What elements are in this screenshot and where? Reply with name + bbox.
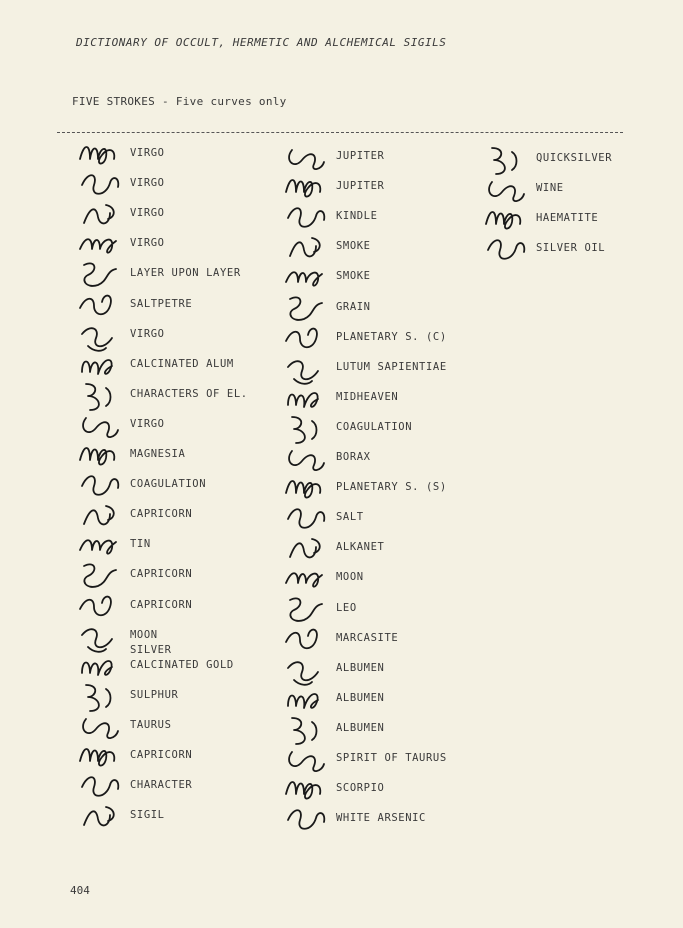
sigil-label: CAPRICORN <box>130 568 193 581</box>
sigil-label: VIRGO <box>130 417 165 430</box>
sigil-label: QUICKSILVER <box>536 152 613 164</box>
sigil-label: SMOKE <box>336 270 371 283</box>
sigil-label: MIDHEAVEN <box>336 390 399 403</box>
sigil-label: MOON SILVER <box>130 628 172 656</box>
sigil-label: CHARACTER <box>130 779 193 792</box>
sigil-label: HAEMATITE <box>536 212 599 224</box>
sigil-label: COAGULATION <box>130 478 207 491</box>
sigil-label: LAYER UPON LAYER <box>130 267 241 280</box>
sigil-label: BORAX <box>336 451 371 463</box>
sigil-label: PLANETARY S. (S) <box>336 481 447 494</box>
sigil-label: SULPHUR <box>130 688 179 701</box>
sigil-label: MOON <box>336 571 364 584</box>
sigil-label: SIGIL <box>130 809 165 822</box>
sigil-label: SALT <box>336 511 364 524</box>
sigil-label: SILVER OIL <box>536 242 606 254</box>
sigil-label: VIRGO <box>130 237 165 250</box>
sigil-label: ALBUMEN <box>336 691 385 704</box>
sigil-label: LUTUM SAPIENTIAE <box>336 360 447 373</box>
sigil-label: SPIRIT OF TAURUS <box>336 752 447 764</box>
sigil-label: JUPITER <box>336 180 385 193</box>
sigil-label: ALKANET <box>336 541 385 554</box>
sigil-label: LEO <box>336 601 357 614</box>
sigil-label: VIRGO <box>130 177 165 190</box>
sigil-label: VIRGO <box>130 327 165 340</box>
sigil-entry <box>478 238 683 268</box>
sigil-label: ALBUMEN <box>336 721 385 734</box>
book-title: DICTIONARY OF OCCULT, HERMETIC AND ALCHEMICAL SIGILS <box>76 36 447 49</box>
section-title: FIVE STROKES - Five curves only <box>72 95 287 108</box>
page-number: 404 <box>70 884 90 897</box>
sigil-label: SMOKE <box>336 240 371 253</box>
sigil-label: ALBUMEN <box>336 661 385 674</box>
sigil-label: TAURUS <box>130 718 172 731</box>
sigil-label: COAGULATION <box>336 420 413 433</box>
sigil-label: WINE <box>536 182 564 194</box>
sigil-label: TIN <box>130 538 151 551</box>
sigil-label: WHITE ARSENIC <box>336 812 426 825</box>
sigil-label: PLANETARY S. (C) <box>336 330 447 343</box>
silver-oil-sigil-icon <box>478 232 534 268</box>
sigil-label: SALTPETRE <box>130 297 193 310</box>
sigil-label: MAGNESIA <box>130 448 186 460</box>
sigil-label: CAPRICORN <box>130 508 193 521</box>
sigil-label: VIRGO <box>130 207 165 220</box>
sigil-label: CAPRICORN <box>130 749 193 761</box>
sigil-label: VIRGO <box>130 147 165 159</box>
sigil-label: CALCINATED GOLD <box>130 658 234 671</box>
sigil-label: CALCINATED ALUM <box>130 357 234 370</box>
sigil-label: CAPRICORN <box>130 598 193 611</box>
sigil-label: SCORPIO <box>336 782 385 795</box>
sigil-label: GRAIN <box>336 300 371 313</box>
sigil-label: KINDLE <box>336 210 378 223</box>
sigil-label: CHARACTERS OF EL. <box>130 387 248 400</box>
sigil-label: JUPITER <box>336 150 385 162</box>
sigil-label: MARCASITE <box>336 631 399 644</box>
